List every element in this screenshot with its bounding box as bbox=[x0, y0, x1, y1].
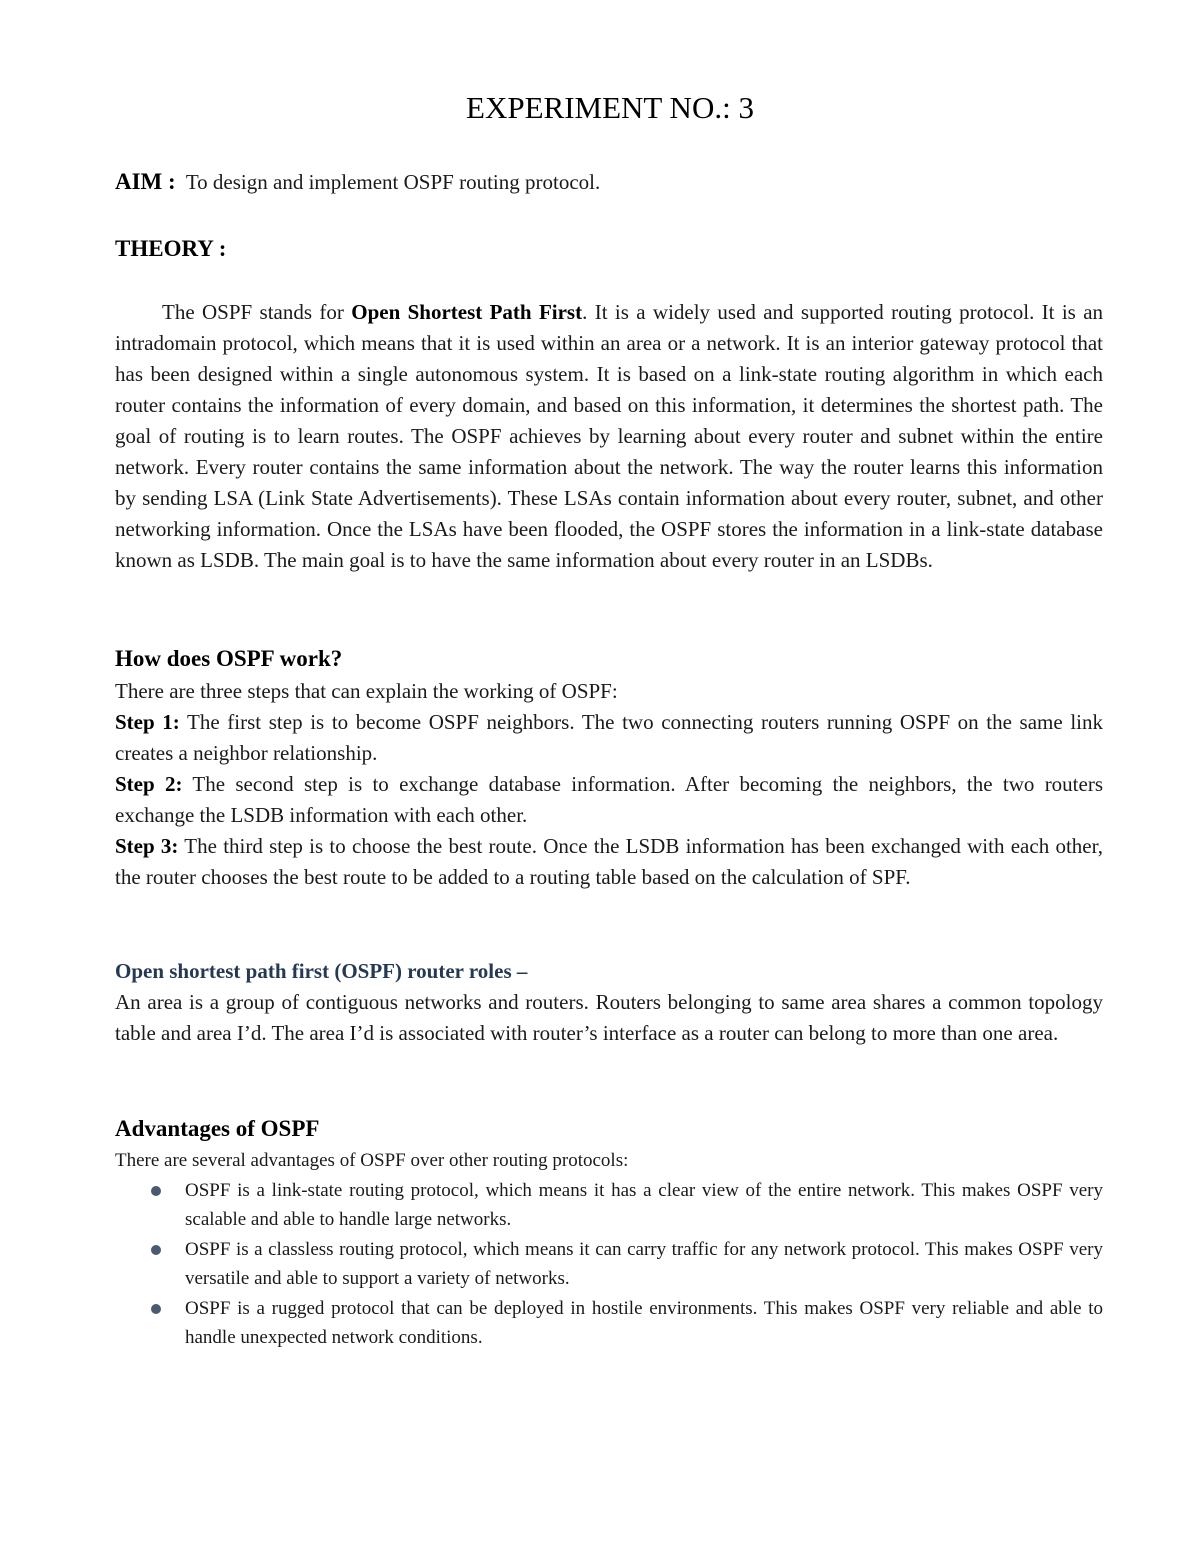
step-label: Step 2: bbox=[115, 772, 183, 796]
bullet-icon bbox=[151, 1186, 161, 1196]
theory-text-before: The OSPF stands for bbox=[162, 300, 352, 324]
step-paragraph bbox=[115, 707, 1103, 769]
how-heading: How does OSPF work? bbox=[115, 646, 343, 671]
aim-label: AIM : bbox=[115, 169, 176, 194]
list-item-text: OSPF is a link-state routing protocol, which means it has a clear view of the entire network. This makes OSPF very scalable and able to handle large networks. bbox=[185, 1180, 1103, 1230]
theory-heading: THEORY : bbox=[115, 236, 227, 261]
aim-line bbox=[115, 166, 600, 198]
advantages-intro: There are several advantages of OSPF over other routing protocols: bbox=[115, 1150, 629, 1171]
step-paragraph bbox=[115, 769, 1103, 831]
step-text: The third step is to choose the best route. Once the LSDB information has been exchanged with each other, the router chooses the best route to be added to a routing table based on the calculation of SPF. bbox=[115, 834, 1103, 889]
theory-text-bold: Open Shortest Path First bbox=[351, 300, 583, 324]
step-text: The second step is to exchange database information. After becoming the neighbors, the two routers exchange the LSDB information with each other. bbox=[115, 772, 1104, 827]
advantages-list bbox=[115, 1176, 1103, 1353]
step-label: Step 1: bbox=[115, 710, 180, 734]
step-paragraph bbox=[115, 831, 1103, 893]
aim-text: To design and implement OSPF routing protocol. bbox=[185, 170, 601, 194]
how-section bbox=[115, 676, 1103, 893]
list-item bbox=[115, 1294, 1103, 1352]
bullet-icon bbox=[151, 1245, 161, 1255]
how-intro: There are three steps that can explain the working of OSPF: bbox=[115, 679, 618, 703]
roles-heading: Open shortest path first (OSPF) router roles – bbox=[115, 959, 528, 983]
page-title: EXPERIMENT NO.: 3 bbox=[466, 90, 754, 125]
theory-text-after: . It is a widely used and supported routing protocol. It is an intradomain protocol, which means that it is used within an area or a network. It is an interior gateway protocol that has been designed within a single autonomous system. It is based on a link-state routing algorithm in which each router contains the information of every domain, and based on this information, it determines the shortest path. The goal of routing is to learn routes. The OSPF achieves by learning about every router and subnet within the entire network. Every router contains the same information about the network. The way the router learns this information by sending LSA (Link State Advertisements). These LSAs contain information about every router, subnet, and other networking information. Once the LSAs have been flooded, the OSPF stores the information in a link-state database known as LSDB. The main goal is to have the same information about every router in an LSDBs. bbox=[115, 300, 1104, 572]
theory-paragraph bbox=[115, 297, 1103, 576]
list-item-text: OSPF is a rugged protocol that can be deployed in hostile environments. This makes OSPF very reliable and able to handle unexpected network conditions. bbox=[185, 1298, 1103, 1348]
list-item-text: OSPF is a classless routing protocol, which means it can carry traffic for any network protocol. This makes OSPF very versatile and able to support a variety of networks. bbox=[185, 1239, 1103, 1289]
step-text: The first step is to become OSPF neighbors. The two connecting routers running OSPF on the same link creates a neighbor relationship. bbox=[115, 710, 1103, 765]
advantages-heading: Advantages of OSPF bbox=[115, 1116, 320, 1141]
roles-paragraph: An area is a group of contiguous networks and routers. Routers belonging to same area shares a common topology table and area I’d. The area I’d is associated with router’s interface as a router can belong to more than one area. bbox=[115, 990, 1103, 1045]
list-item bbox=[115, 1176, 1103, 1234]
step-label: Step 3: bbox=[115, 834, 179, 858]
list-item bbox=[115, 1235, 1103, 1293]
bullet-icon bbox=[151, 1304, 161, 1314]
